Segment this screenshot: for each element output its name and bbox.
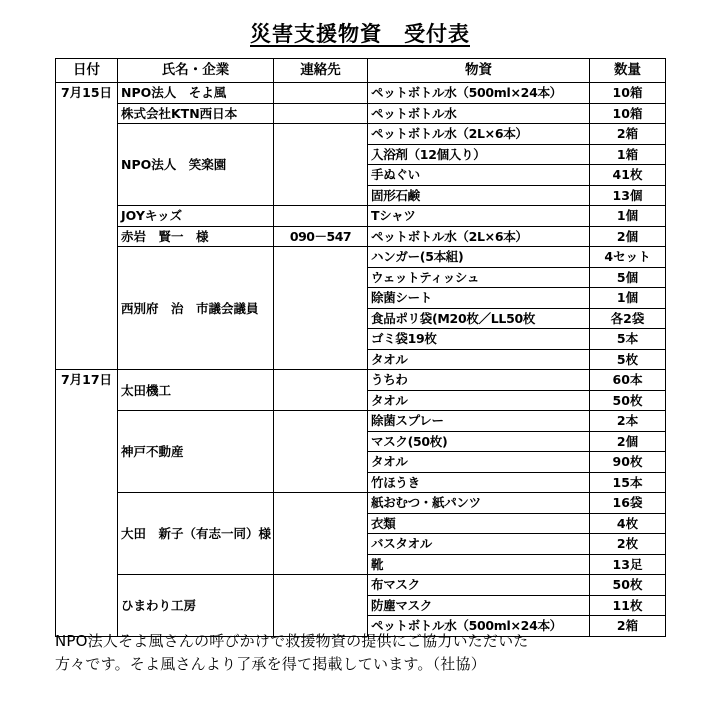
cell-contact — [274, 493, 368, 575]
cell-donor-name: 株式会社KTN西日本 — [118, 103, 274, 124]
cell-donor-name: 神戸不動産 — [118, 411, 274, 493]
cell-contact — [274, 411, 368, 493]
column-header-date: 日付 — [56, 59, 118, 83]
cell-quantity: 4セット — [590, 247, 666, 268]
cell-donor-name: NPO法人 そよ風 — [118, 83, 274, 104]
cell-goods: 除菌シート — [368, 288, 590, 309]
cell-quantity: 5個 — [590, 267, 666, 288]
cell-goods: 紙おむつ・紙パンツ — [368, 493, 590, 514]
cell-contact — [274, 83, 368, 104]
cell-quantity: 1箱 — [590, 144, 666, 165]
cell-goods: うちわ — [368, 370, 590, 391]
receipt-table-container — [0, 58, 720, 637]
table-row — [56, 226, 666, 247]
column-header-tel: 連絡先 — [274, 59, 368, 83]
cell-quantity: 50枚 — [590, 575, 666, 596]
cell-goods: 防塵マスク — [368, 595, 590, 616]
cell-quantity: 10箱 — [590, 103, 666, 124]
cell-quantity: 10箱 — [590, 83, 666, 104]
cell-quantity: 13足 — [590, 554, 666, 575]
cell-goods: 食品ポリ袋(M20枚／LL50枚 — [368, 308, 590, 329]
cell-quantity: 1個 — [590, 288, 666, 309]
cell-quantity: 5枚 — [590, 349, 666, 370]
cell-goods: 布マスク — [368, 575, 590, 596]
table-row — [56, 247, 666, 268]
cell-goods: ペットボトル水（500ml×24本） — [368, 83, 590, 104]
column-header-name: 氏名・企業 — [118, 59, 274, 83]
cell-goods: バスタオル — [368, 534, 590, 555]
table-row — [56, 206, 666, 227]
cell-goods: 手ぬぐい — [368, 165, 590, 186]
footnote — [55, 630, 680, 677]
cell-goods: ペットボトル水（2L×6本） — [368, 124, 590, 145]
cell-quantity: 2箱 — [590, 616, 666, 637]
cell-goods: 固形石鹸 — [368, 185, 590, 206]
page-title: 災害支援物資 受付表 — [250, 22, 470, 46]
table-header-row — [56, 59, 666, 83]
table-row — [56, 83, 666, 104]
cell-contact — [274, 103, 368, 124]
cell-goods: ハンガー(5本組) — [368, 247, 590, 268]
cell-quantity: 13個 — [590, 185, 666, 206]
cell-goods: ペットボトル水（2L×6本） — [368, 226, 590, 247]
cell-donor-name: 西別府 治 市議会議員 — [118, 247, 274, 370]
table-body — [56, 83, 666, 637]
cell-donor-name: 赤岩 賢一 様 — [118, 226, 274, 247]
cell-contact — [274, 247, 368, 370]
cell-goods: 除菌スプレー — [368, 411, 590, 432]
cell-quantity: 15本 — [590, 472, 666, 493]
cell-quantity: 50枚 — [590, 390, 666, 411]
cell-donor-name: NPO法人 笑楽園 — [118, 124, 274, 206]
cell-goods: タオル — [368, 452, 590, 473]
cell-quantity: 2個 — [590, 431, 666, 452]
cell-contact — [274, 206, 368, 227]
cell-quantity: 4枚 — [590, 513, 666, 534]
cell-goods: マスク(50枚) — [368, 431, 590, 452]
cell-quantity: 41枚 — [590, 165, 666, 186]
column-header-qty: 数量 — [590, 59, 666, 83]
cell-contact: 090－547 — [274, 226, 368, 247]
cell-quantity: 90枚 — [590, 452, 666, 473]
cell-goods: 竹ほうき — [368, 472, 590, 493]
table-row — [56, 370, 666, 391]
table-row — [56, 411, 666, 432]
column-header-goods: 物資 — [368, 59, 590, 83]
cell-donor-name: ひまわり工房 — [118, 575, 274, 637]
receipt-table — [55, 58, 666, 637]
cell-quantity: 2箱 — [590, 124, 666, 145]
cell-contact — [274, 124, 368, 206]
cell-goods: 靴 — [368, 554, 590, 575]
cell-goods: 入浴剤（12個入り） — [368, 144, 590, 165]
cell-date: 7月17日 — [56, 370, 118, 637]
cell-quantity: 2枚 — [590, 534, 666, 555]
cell-goods: タオル — [368, 390, 590, 411]
cell-quantity: 16袋 — [590, 493, 666, 514]
cell-date: 7月15日 — [56, 83, 118, 370]
cell-goods: ゴミ袋19枚 — [368, 329, 590, 350]
cell-goods: ペットボトル水（500ml×24本） — [368, 616, 590, 637]
cell-quantity: 11枚 — [590, 595, 666, 616]
table-row — [56, 103, 666, 124]
cell-quantity: 2個 — [590, 226, 666, 247]
cell-quantity: 1個 — [590, 206, 666, 227]
cell-quantity: 2本 — [590, 411, 666, 432]
cell-donor-name: 大田 新子（有志一同）様 — [118, 493, 274, 575]
cell-donor-name: 太田機工 — [118, 370, 274, 411]
cell-contact — [274, 575, 368, 637]
table-row — [56, 124, 666, 145]
cell-contact — [274, 370, 368, 411]
table-row — [56, 493, 666, 514]
footnote-line-1: NPO法人そよ風さんの呼びかけで救援物資の提供にご協力いただいた — [55, 632, 529, 650]
cell-quantity: 各2袋 — [590, 308, 666, 329]
cell-goods: タオル — [368, 349, 590, 370]
cell-quantity: 5本 — [590, 329, 666, 350]
table-row — [56, 575, 666, 596]
cell-quantity: 60本 — [590, 370, 666, 391]
cell-goods: 衣類 — [368, 513, 590, 534]
cell-donor-name: JOYキッズ — [118, 206, 274, 227]
cell-goods: ウェットティッシュ — [368, 267, 590, 288]
footnote-line-2: 方々です。そよ風さんより了承を得て掲載しています。（社協） — [55, 655, 486, 674]
cell-goods: ペットボトル水 — [368, 103, 590, 124]
cell-goods: Tシャツ — [368, 206, 590, 227]
